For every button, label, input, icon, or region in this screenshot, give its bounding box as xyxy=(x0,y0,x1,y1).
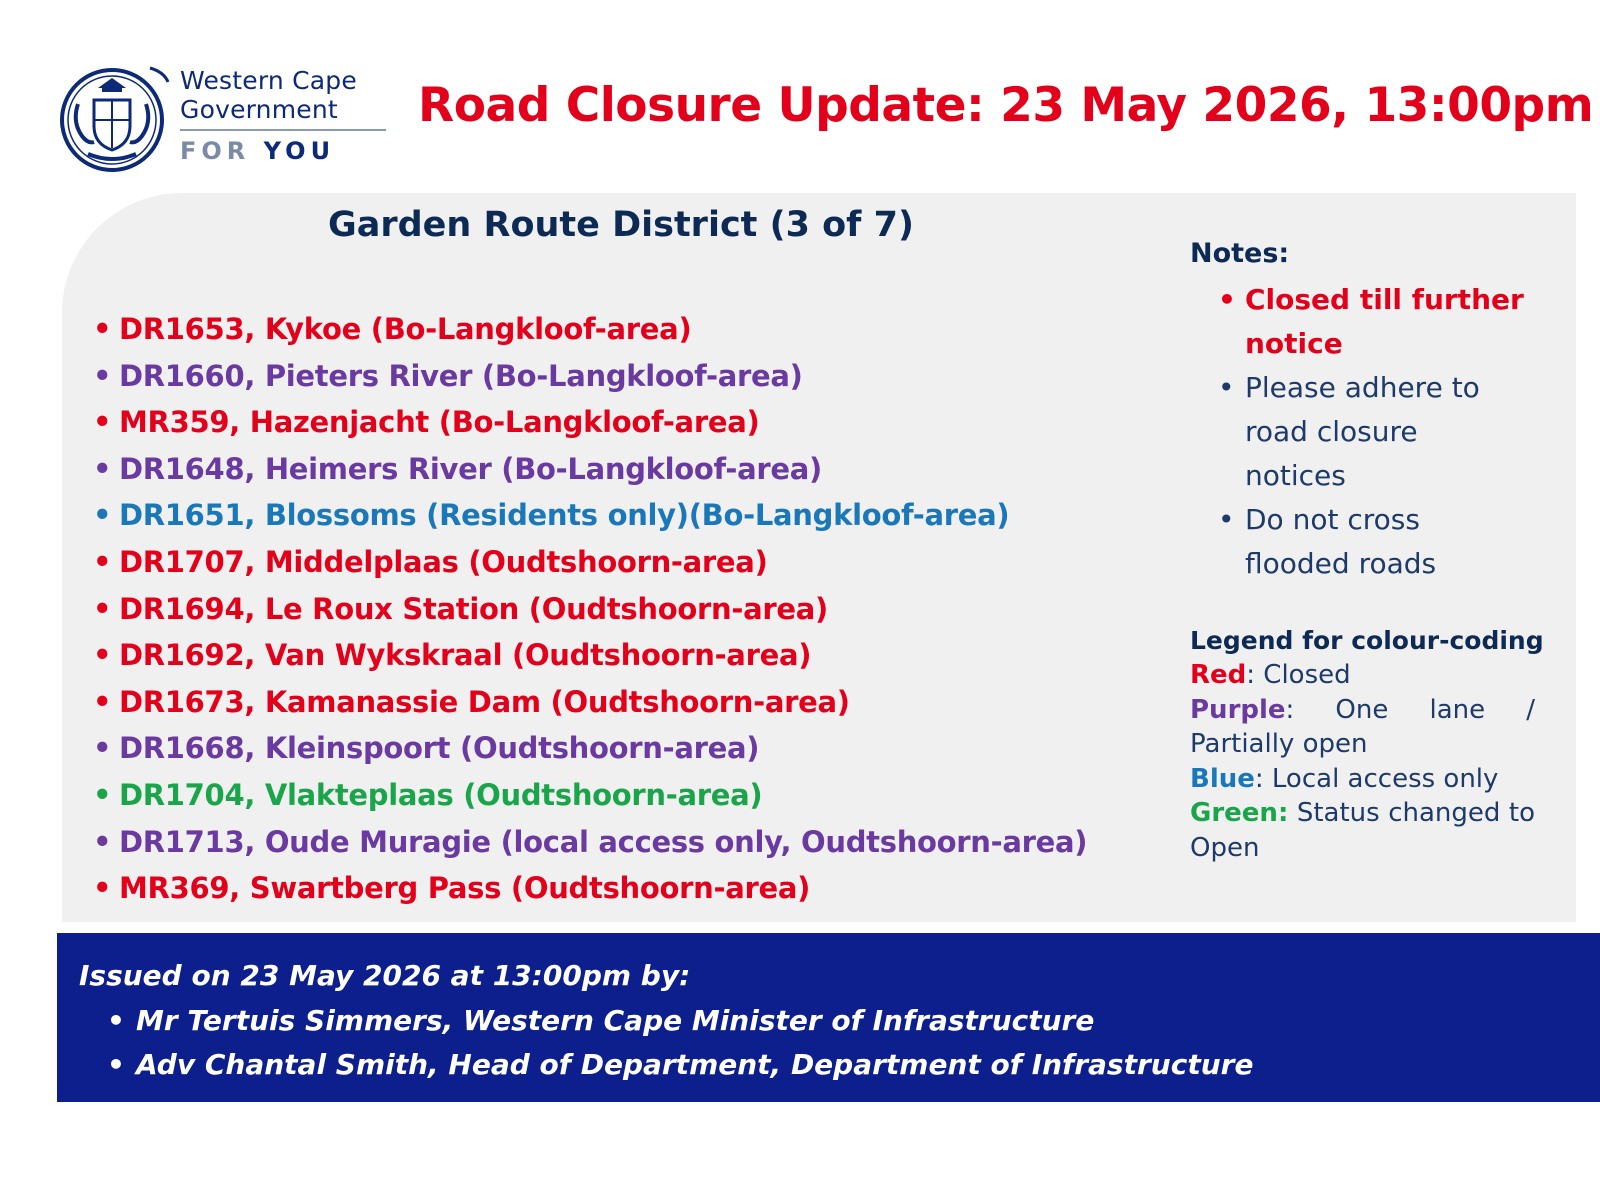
legend-blue-key: Blue xyxy=(1190,763,1255,794)
note-line: road closure xyxy=(1245,415,1418,448)
road-item xyxy=(93,539,1163,586)
bullet-icon: • xyxy=(93,451,112,486)
bullet-icon: • xyxy=(93,358,112,393)
note-item xyxy=(1190,366,1550,498)
bullet-icon: • xyxy=(93,405,112,440)
legend-purple-text: : One lane / Partially open xyxy=(1190,694,1535,759)
legend-green xyxy=(1190,796,1535,865)
road-item xyxy=(93,772,1163,819)
road-item xyxy=(93,306,1163,353)
road-text: DR1692, Van Wykskraal (Oudtshoorn-area) xyxy=(119,638,812,673)
road-item xyxy=(93,399,1163,446)
bullet-icon: • xyxy=(107,1048,125,1081)
note-line: Do not cross xyxy=(1245,503,1420,536)
note-item xyxy=(1190,278,1550,366)
bullet-icon: • xyxy=(93,544,112,579)
bullet-icon: • xyxy=(93,498,112,533)
bullet-icon: • xyxy=(1218,503,1235,536)
bullet-icon: • xyxy=(107,1004,125,1037)
district-heading: Garden Route District (3 of 7) xyxy=(328,205,914,245)
logo-line-western-cape: Western Cape xyxy=(180,66,357,95)
legend-purple xyxy=(1190,693,1535,762)
bullet-icon: • xyxy=(93,638,112,673)
official-text: Mr Tertuis Simmers, Western Cape Minister of Infrastructure xyxy=(136,1004,1095,1037)
road-text: DR1668, Kleinspoort (Oudtshoorn-area) xyxy=(119,731,760,766)
notes-section xyxy=(1190,234,1550,586)
road-item xyxy=(93,679,1163,726)
road-list xyxy=(93,306,1163,912)
road-item xyxy=(93,632,1163,679)
bullet-icon: • xyxy=(1218,283,1236,316)
road-text: DR1648, Heimers River (Bo-Langkloof-area) xyxy=(119,451,822,486)
legend-green-key: Green: xyxy=(1190,798,1289,828)
road-text: DR1673, Kamanassie Dam (Oudtshoorn-area) xyxy=(119,684,850,719)
notes-list xyxy=(1190,278,1550,586)
legend-purple-key: Purple xyxy=(1190,694,1286,725)
road-item xyxy=(93,492,1163,539)
bullet-icon: • xyxy=(93,777,112,812)
page-title: Road Closure Update: 23 May 2026, 13:00pm xyxy=(418,78,1594,133)
legend-blue-text: : Local access only xyxy=(1254,763,1499,794)
bullet-icon: • xyxy=(1218,371,1235,404)
note-line: Please adhere to xyxy=(1245,371,1480,404)
road-text: MR369, Swartberg Pass (Oudtshoorn-area) xyxy=(119,871,811,906)
bullet-icon: • xyxy=(93,824,112,859)
legend-title: Legend for colour-coding xyxy=(1190,626,1544,655)
notes-title: Notes: xyxy=(1190,238,1290,269)
official-item xyxy=(107,999,1253,1043)
road-item xyxy=(93,865,1163,912)
bullet-icon: • xyxy=(93,684,112,719)
road-text: MR359, Hazenjacht (Bo-Langkloof-area) xyxy=(119,405,760,440)
note-line: Closed till further xyxy=(1245,283,1524,316)
issued-line: Issued on 23 May 2026 at 13:00pm by: xyxy=(79,959,691,992)
bullet-icon: • xyxy=(93,591,112,626)
note-line: notice xyxy=(1245,327,1343,360)
logo-divider xyxy=(180,129,386,131)
logo-for: FOR xyxy=(180,137,251,165)
logo-tagline xyxy=(180,138,392,164)
note-item xyxy=(1190,498,1550,586)
road-item xyxy=(93,586,1163,633)
wcg-logo xyxy=(58,60,388,175)
logo-you: YOU xyxy=(263,137,336,165)
road-text: DR1713, Oude Muragie (local access only, Oudtshoorn-area) xyxy=(119,824,1088,859)
road-text: DR1694, Le Roux Station (Oudtshoorn-area) xyxy=(119,591,828,626)
legend-green-text: Status changed to Open xyxy=(1190,798,1535,863)
road-text: DR1707, Middelplaas (Oudtshoorn-area) xyxy=(119,544,768,579)
bullet-icon: • xyxy=(93,731,112,766)
legend-red-key: Red xyxy=(1190,660,1247,690)
bullet-icon: • xyxy=(93,871,112,906)
road-text: DR1704, Vlakteplaas (Oudtshoorn-area) xyxy=(119,777,763,812)
coat-of-arms-icon xyxy=(58,60,170,175)
legend-red-text: : Closed xyxy=(1246,660,1351,690)
road-item xyxy=(93,725,1163,772)
road-item xyxy=(93,353,1163,400)
note-line: flooded roads xyxy=(1245,547,1437,580)
road-text: DR1653, Kykoe (Bo-Langkloof-area) xyxy=(119,312,692,346)
legend-red xyxy=(1190,658,1535,693)
logo-line-government: Government xyxy=(180,95,338,124)
officials-list xyxy=(107,999,1253,1087)
official-text: Adv Chantal Smith, Head of Department, Department of Infrastructure xyxy=(136,1048,1254,1081)
legend-section xyxy=(1190,624,1544,865)
road-text: DR1660, Pieters River (Bo-Langkloof-area) xyxy=(119,358,803,393)
official-item xyxy=(107,1043,1253,1087)
road-item xyxy=(93,819,1163,866)
road-item xyxy=(93,446,1163,493)
road-text: DR1651, Blossoms (Residents only)(Bo-Langkloof-area) xyxy=(119,498,1010,533)
note-line: notices xyxy=(1245,459,1346,492)
legend-blue xyxy=(1190,762,1535,797)
bullet-icon: • xyxy=(93,312,112,346)
